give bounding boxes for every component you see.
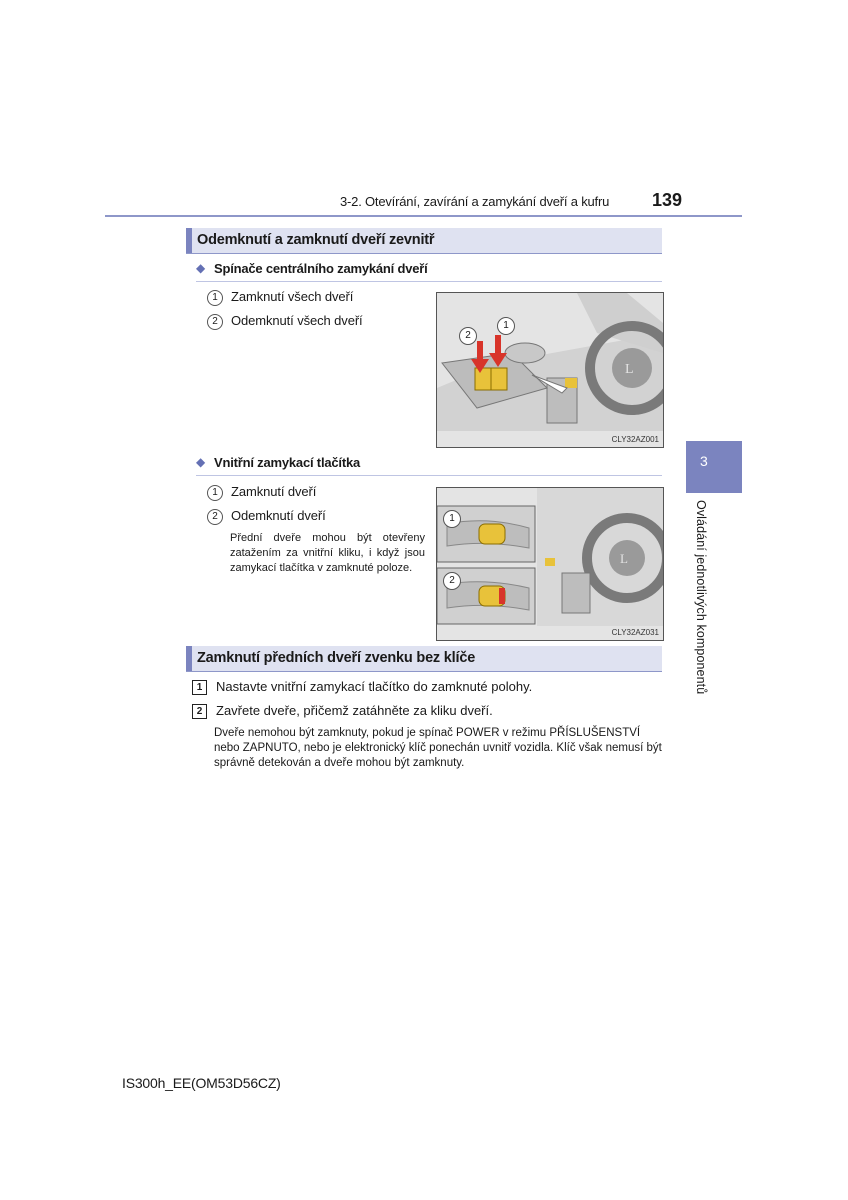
item-text: Zamknutí všech dveří (231, 289, 354, 304)
list-item (207, 313, 363, 330)
running-header-title: 3-2. Otevírání, zavírání a zamykání dveří a kufru (340, 194, 610, 209)
section-title: Odemknutí a zamknutí dveří zevnitř (197, 232, 435, 248)
circled-number: 1 (207, 485, 223, 501)
item-text: Odemknutí všech dveří (231, 313, 363, 328)
subheading-inside-lock-buttons (196, 453, 662, 476)
circled-number: 1 (207, 290, 223, 306)
page-number: 139 (652, 190, 683, 210)
step-text: Nastavte vnitřní zamykací tlačítko do zamknuté polohy. (216, 679, 533, 694)
list-item (207, 484, 316, 501)
diamond-bullet-icon: ◆ (196, 261, 206, 275)
section-heading-inside-locking (186, 228, 662, 254)
chapter-label (691, 500, 711, 700)
circled-number: 2 (207, 314, 223, 330)
section-accent (186, 646, 192, 671)
figure-illustration (437, 293, 663, 447)
note-text: Přední dveře mohou být otevřeny zatažením za vnitřní kliku, i když jsou zamykací tlačítka v zamknuté poloze. (230, 532, 425, 574)
section-heading-lock-without-key (186, 646, 662, 672)
callout-1: 1 (443, 510, 461, 528)
list-item (207, 508, 326, 525)
figure-inside-lock-buttons (436, 487, 664, 641)
diamond-bullet-icon: ◆ (196, 455, 206, 469)
chapter-number: 3 (700, 453, 708, 469)
figure-code: CLY32AZ031 (611, 628, 659, 637)
list-item (207, 289, 353, 306)
subheading-title: Spínače centrálního zamykání dveří (214, 261, 428, 276)
figure-illustration (437, 488, 663, 640)
step-number: 1 (192, 680, 207, 695)
callout-2: 2 (459, 327, 477, 345)
figure-central-lock-switch (436, 292, 664, 448)
callout-1: 1 (497, 317, 515, 335)
figure-code: CLY32AZ001 (611, 435, 659, 444)
step-item (192, 703, 493, 719)
chapter-label-text: Ovládání jednotlivých komponentů (694, 500, 708, 695)
callout-2: 2 (443, 572, 461, 590)
item-text: Odemknutí dveří (231, 508, 326, 523)
section-accent (186, 228, 192, 253)
step-number: 2 (192, 704, 207, 719)
item-text: Zamknutí dveří (231, 484, 317, 499)
chapter-tab (686, 441, 742, 493)
note-text: Dveře nemohou být zamknuty, pokud je spínač POWER v režimu PŘÍSLUŠENSTVÍ nebo ZAPNUTO, nebo je elektronický klíč ponechán uvnitř vozidla. Klíč však nemusí být správně detekován a dveře mohou být zamknuty. (214, 727, 662, 769)
svg-text:L: L (620, 551, 628, 566)
document-code: IS300h_EE(OM53D56CZ) (122, 1075, 281, 1091)
subheading-central-lock-switches (196, 259, 662, 282)
step-item (192, 679, 532, 695)
circled-number: 2 (207, 509, 223, 525)
subheading-title: Vnitřní zamykací tlačítka (214, 455, 361, 470)
svg-text:L: L (625, 362, 634, 377)
header-rule (105, 215, 742, 217)
step-text: Zavřete dveře, přičemž zatáhněte za kliku dveří. (216, 703, 493, 718)
section-title: Zamknutí předních dveří zvenku bez klíče (197, 650, 476, 666)
